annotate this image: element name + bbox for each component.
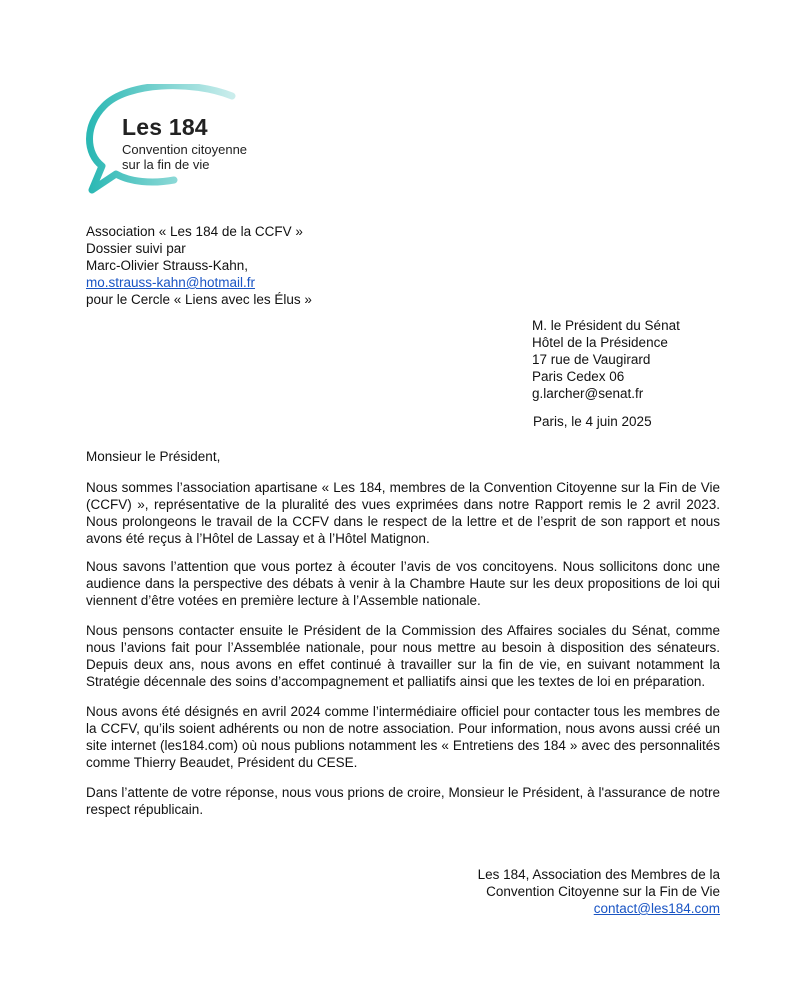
sender-association: Association « Les 184 de la CCFV » — [86, 224, 303, 239]
logo-subtitle-line1: Convention citoyenne — [122, 142, 248, 157]
recipient-block — [532, 317, 680, 402]
logo-title: Les 184 — [122, 114, 208, 140]
sender-block — [86, 223, 312, 308]
paragraph-introduction: Nous sommes l’association apartisane « Les 184, membres de la Convention Citoyenne sur la Fin de Vie (CCFV) », représentative de la pluralité des vues exprimées dans notre Rapport remis le 2 avril 2023. Nous prolongeons le travail de la CCFV dans le respect de la lettre et de l’esprit de son rapport et nous avons été reçus à l’Hôtel de Lassay et à l’Hôtel Matignon. — [86, 480, 720, 546]
sender-dossier-label: Dossier suivi par — [86, 241, 186, 256]
signature-line2: Convention Citoyenne sur la Fin de Vie — [486, 884, 720, 899]
recipient-street: 17 rue de Vaugirard — [532, 352, 651, 367]
recipient-title: M. le Président du Sénat — [532, 318, 680, 333]
recipient-city: Paris Cedex 06 — [532, 369, 625, 384]
letter-date: Paris, le 4 juin 2025 — [533, 414, 652, 429]
sender-name: Marc-Olivier Strauss-Kahn, — [86, 258, 249, 273]
sender-email-link[interactable]: mo.strauss-kahn@hotmail.fr — [86, 275, 256, 290]
salutation: Monsieur le Président, — [86, 449, 221, 464]
recipient-email: g.larcher@senat.fr — [532, 386, 644, 401]
paragraph-audience-request: Nous savons l’attention que vous portez à écouter l’avis de vos concitoyens. Nous sollicitons donc une audience dans la perspective des débats à venir à la Chambre Haute sur les deux propositions de loi qui viennent d’être votées en première lecture à l’Assemble nationale. — [86, 559, 720, 608]
paragraph-closing: Dans l’attente de votre réponse, nous vous prions de croire, Monsieur le Président, à l'assurance de notre respect républicain. — [86, 785, 720, 817]
signature-block — [478, 866, 720, 917]
recipient-building: Hôtel de la Présidence — [532, 335, 668, 350]
logo — [82, 84, 292, 194]
sender-circle: pour le Cercle « Liens avec les Élus » — [86, 292, 312, 307]
logo-subtitle-line2: sur la fin de vie — [122, 157, 210, 172]
signature-line1: Les 184, Association des Membres de la — [477, 867, 720, 882]
paragraph-designation: Nous avons été désignés en avril 2024 comme l’intermédiaire officiel pour contacter tous les membres de la CCFV, qu’ils soient adhérents ou non de notre association. Pour information, nous avons aussi créé un site internet (les184.com) où nous publions notamment les « Entretiens des 184 » avec des personnalités comme Thierry Beaudet, Président du CESE. — [86, 704, 720, 770]
signature-email-link[interactable]: contact@les184.com — [593, 901, 720, 916]
paragraph-commission: Nous pensons contacter ensuite le Président de la Commission des Affaires sociales du Sénat, comme nous l’avions fait pour l’Assemblée nationale, pour nous mettre au besoin à disposition des sénateurs. Depuis deux ans, nous avons en effet continué à travailler sur la fin de vie, en suivant notamment la Stratégie décennale des soins d’accompagnement et palliatifs ainsi que les textes de loi en préparation. — [86, 623, 720, 689]
